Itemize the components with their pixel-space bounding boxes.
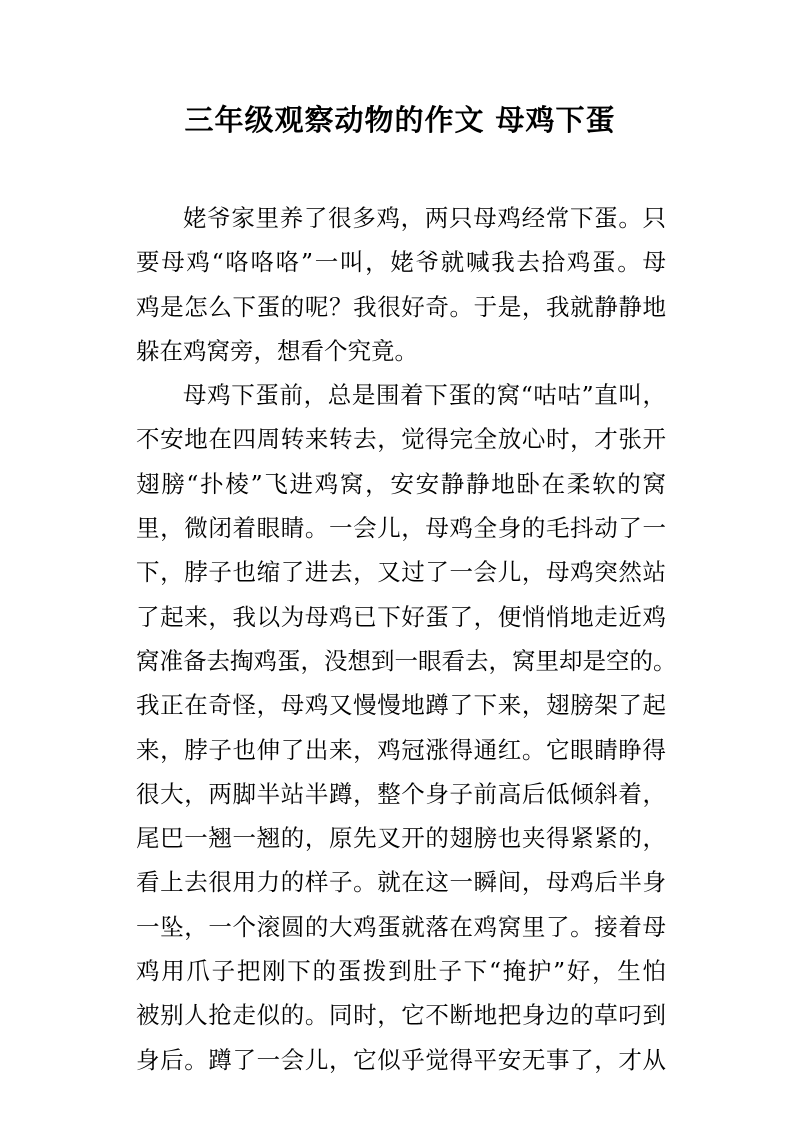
text-line: 被别人抢走似的。同时，它不断地把身边的草叼到 xyxy=(136,1001,666,1030)
text-line: 姥爷家里养了很多鸡，两只母鸡经常下蛋。只 xyxy=(183,204,666,232)
text-line: 尾巴一翘一翘的，原先叉开的翅膀也夹得紧紧的， xyxy=(136,824,666,853)
text-line: 一坠，一个滚圆的大鸡蛋就落在鸡窝里了。接着母 xyxy=(136,912,666,941)
text-line: 母鸡下蛋前，总是围着下蛋的窝“咕咕”直叫， xyxy=(183,381,666,410)
document-title: 三年级观察动物的作文 母鸡下蛋 xyxy=(184,103,616,137)
text-line: 窝准备去掏鸡蛋，没想到一眼看去，窝里却是空的。 xyxy=(136,646,677,675)
text-line: 翅膀“扑棱”飞进鸡窝，安安静静地卧在柔软的窝 xyxy=(136,469,666,498)
text-line: 躲在鸡窝旁，想看个究竟。 xyxy=(136,336,418,365)
text-line: 要母鸡“咯咯咯”一叫，姥爷就喊我去拾鸡蛋。母 xyxy=(136,248,666,277)
text-line: 了起来，我以为母鸡已下好蛋了，便悄悄地走近鸡 xyxy=(136,602,666,631)
text-line: 很大，两脚半站半蹲，整个身子前高后低倾斜着， xyxy=(136,779,666,808)
text-line: 鸡是怎么下蛋的呢？我很好奇。于是，我就静静地 xyxy=(136,292,666,321)
text-line: 鸡用爪子把刚下的蛋拨到肚子下“掩护”好，生怕 xyxy=(136,957,666,986)
text-line: 不安地在四周转来转去，觉得完全放心时，才张开 xyxy=(136,425,666,454)
text-line: 身后。蹲了一会儿，它似乎觉得平安无事了，才从 xyxy=(136,1045,666,1074)
text-line: 下，脖子也缩了进去，又过了一会儿，母鸡突然站 xyxy=(136,558,666,587)
text-line: 看上去很用力的样子。就在这一瞬间，母鸡后半身 xyxy=(136,868,666,897)
text-line: 我正在奇怪，母鸡又慢慢地蹲了下来，翅膀架了起 xyxy=(136,691,666,720)
document-body xyxy=(136,196,677,1082)
text-line: 里，微闭着眼睛。一会儿，母鸡全身的毛抖动了一 xyxy=(136,514,666,543)
text-line: 来，脖子也伸了出来，鸡冠涨得通红。它眼睛睁得 xyxy=(136,735,666,764)
